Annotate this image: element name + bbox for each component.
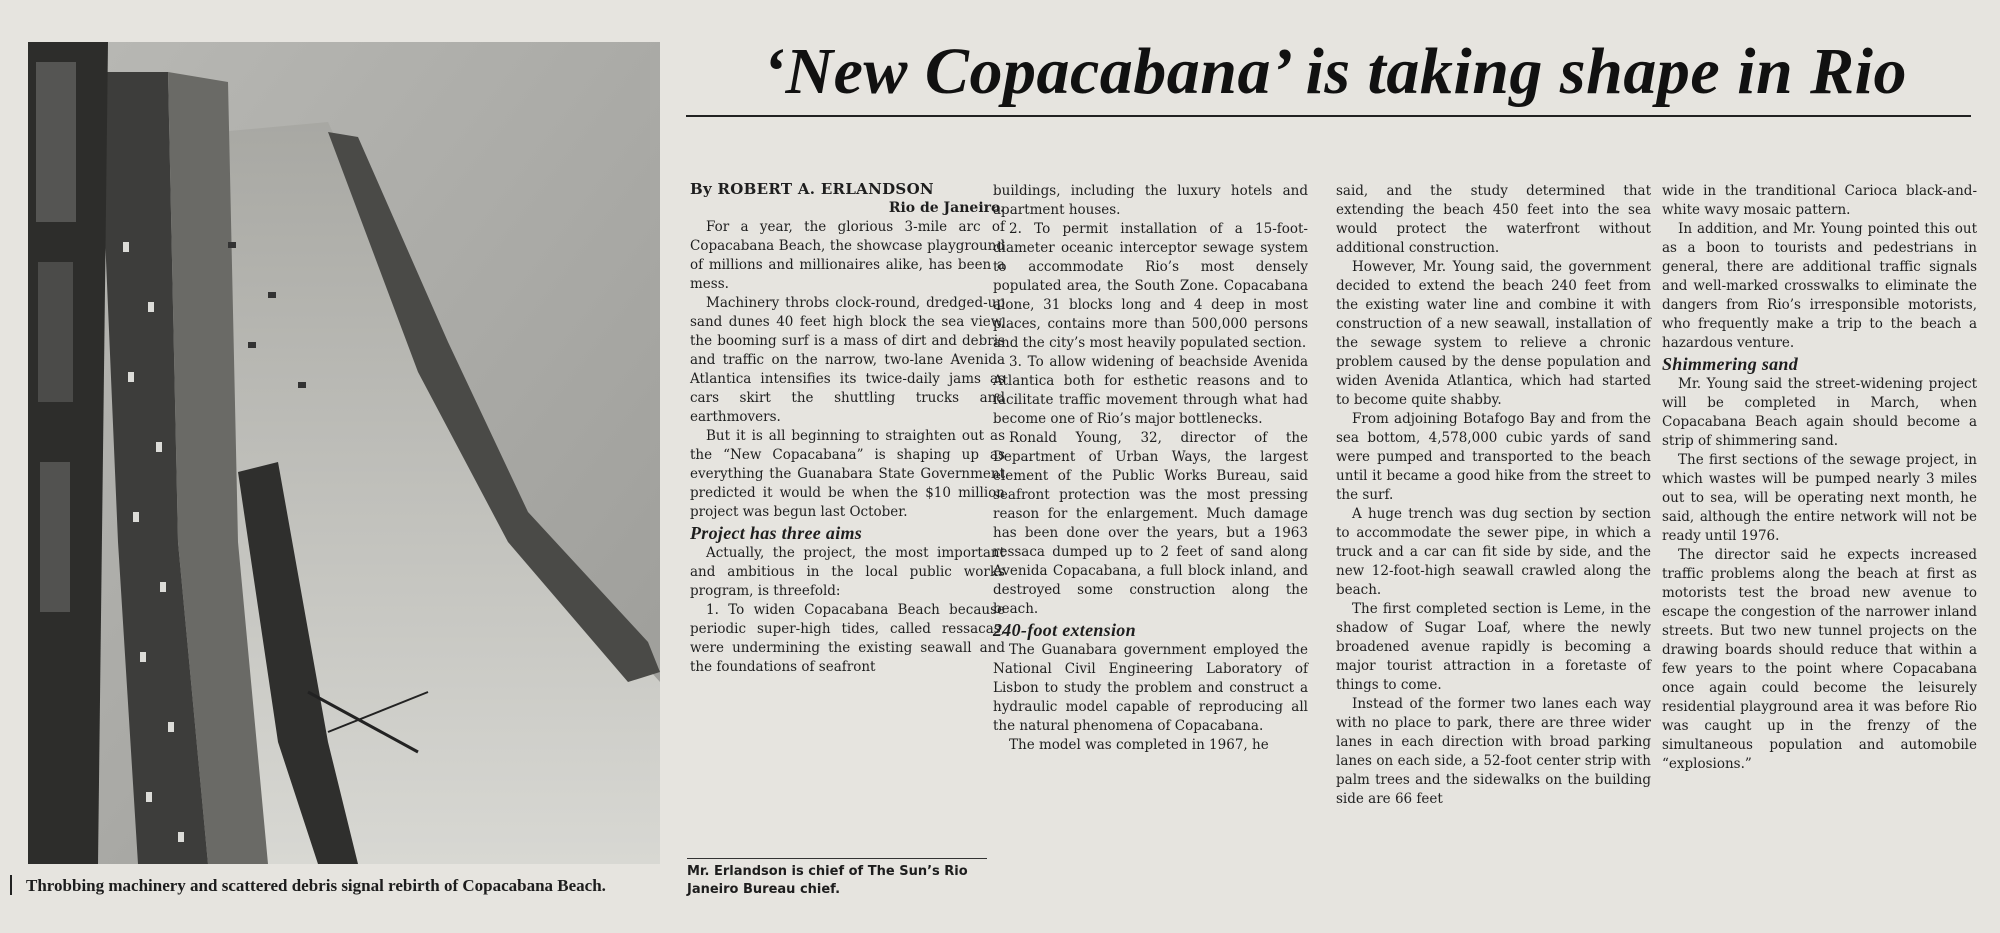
paragraph: The first completed section is Leme, in the shadow of Sugar Loaf, where the newly broadened avenue rapidly is becoming a major tourist attraction in a foretaste of things to come. — [1336, 601, 1651, 693]
photo-illustration — [28, 42, 660, 864]
paragraph: Ronald Young, 32, director of the Department of Urban Ways, the largest element of the Public Works Bureau, said seafront protection was the most pressing reason for the enlargement. Much damage has been done over the years, but a 1963 ressaca dumped up to 2 feet of sand along Avenida Copacabana, a full block inland, and destroyed some construction along the beach. — [993, 430, 1308, 617]
paragraph: wide in the tranditional Carioca black-and-white wavy mosaic pattern. — [1662, 183, 1977, 218]
article-column-4 — [1662, 182, 1977, 774]
paragraph: buildings, including the luxury hotels and apartment houses. — [993, 183, 1308, 218]
subhead-shimmering-sand: Shimmering sand — [1662, 354, 1799, 374]
headline-rule — [686, 115, 1971, 117]
author-note: Mr. Erlandson is chief of The Sun’s Rio Janeiro Bureau chief. — [687, 858, 987, 899]
article-column-1 — [690, 180, 1005, 677]
paragraph: Mr. Young said the street-widening project will be completed in March, when Copacabana Beach again should become a strip of shimmering sand. — [1662, 376, 1977, 449]
photo-caption — [10, 875, 690, 897]
subhead-project-aims: Project has three aims — [690, 523, 863, 543]
paragraph: 3. To allow widening of beachside Avenida Atlantica both for esthetic reasons and to facilitate traffic movement through what had become one of Rio’s major bottlenecks. — [993, 354, 1308, 427]
paragraph: said, and the study determined that extending the beach 450 feet into the sea would protect the waterfront without additional construction. — [1336, 183, 1651, 256]
paragraph: Actually, the project, the most important and ambitious in the local public works program, is threefold: — [690, 545, 1005, 599]
caption-marker — [10, 875, 12, 895]
paragraph: However, Mr. Young said, the government decided to extend the beach 240 feet from the existing water line and combine it with construction of a new seawall, installation of the sewage system to relieve a chronic problem caused by the dense population and widen Avenida Atlantica, which had started to become quite shabby. — [1336, 259, 1651, 408]
subhead-240-foot: 240-foot extension — [993, 620, 1136, 640]
paragraph: The Guanabara government employed the National Civil Engineering Laboratory of Lisbon to study the problem and construct a hydraulic model capable of reproducing all the natural phenomena of Copacabana. — [993, 642, 1308, 734]
caption-text: Throbbing machinery and scattered debris signal rebirth of Copacabana Beach. — [26, 876, 606, 895]
paragraph: A huge trench was dug section by section to accommodate the sewer pipe, in which a truck and a car can fit side by side, and the new 12-foot-high seawall crawled along the beach. — [1336, 506, 1651, 598]
paragraph: For a year, the glorious 3-mile arc of Copacabana Beach, the showcase playground of millions and millionaires alike, has been a mess. — [690, 219, 1005, 292]
paragraph: The director said he expects increased traffic problems along the beach at first as motorists test the broad new avenue to escape the congestion of the narrower inland streets. But two new tunnel projects on the drawing boards should reduce that within a few years to the point where Copacabana once again could become the leisurely residential playground area it was before Rio was caught up in the frenzy of the simultaneous population and automobile “explosions.” — [1662, 547, 1977, 772]
paragraph: The first sections of the sewage project, in which wastes will be pumped nearly 3 miles out to sea, will be operating next month, he said, although the entire network will not be ready until 1976. — [1662, 452, 1977, 544]
byline: By ROBERT A. ERLANDSON — [690, 180, 934, 198]
paragraph: Machinery throbs clock-round, dredged-up sand dunes 40 feet high block the sea view, the booming surf is a mass of dirt and debris and traffic on the narrow, two-lane Avenida Atlantica intensifies its twice-daily jams as cars skirt the shuttling trucks and earthmovers. — [690, 295, 1005, 425]
dateline: Rio de Janeiro. — [888, 200, 1005, 216]
paragraph: 1. To widen Copacabana Beach because periodic super-high tides, called ressacas, were undermining the existing seawall and the foundations of seafront — [690, 602, 1005, 675]
article-column-3 — [1336, 182, 1651, 809]
article-column-2 — [993, 182, 1308, 755]
paragraph: In addition, and Mr. Young pointed this out as a boon to tourists and pedestrians in general, there are additional traffic signals and well-marked crosswalks to eliminate the dangers from Rio’s irresponsible motorists, who frequently make a trip to the beach a hazardous venture. — [1662, 221, 1977, 351]
paragraph: From adjoining Botafogo Bay and from the sea bottom, 4,578,000 cubic yards of sand were pumped and transported to the beach until it became a good hike from the street to the surf. — [1336, 411, 1651, 503]
paragraph: 2. To permit installation of a 15-foot-diameter oceanic interceptor sewage system to accommodate Rio’s most densely populated area, the South Zone. Copacabana alone, 31 blocks long and 4 deep in most places, contains more than 500,000 persons and the city’s most heavily populated section. — [993, 221, 1308, 351]
paragraph: Instead of the former two lanes each way with no place to park, there are three wider lanes in each direction with broad parking lanes on each side, a 52-foot center strip with palm trees and the sidewalks on the building side are 66 feet — [1336, 696, 1651, 807]
paragraph: But it is all beginning to straighten out as the “New Copacabana” is shaping up as everything the Guanabara State Government predicted it would be when the $10 million project was begun last October. — [690, 428, 1005, 520]
aerial-photo-copacabana — [28, 42, 660, 864]
headline: ‘New Copacabana’ is taking shape in Rio — [762, 35, 1908, 108]
paragraph: The model was completed in 1967, he — [1009, 737, 1269, 753]
